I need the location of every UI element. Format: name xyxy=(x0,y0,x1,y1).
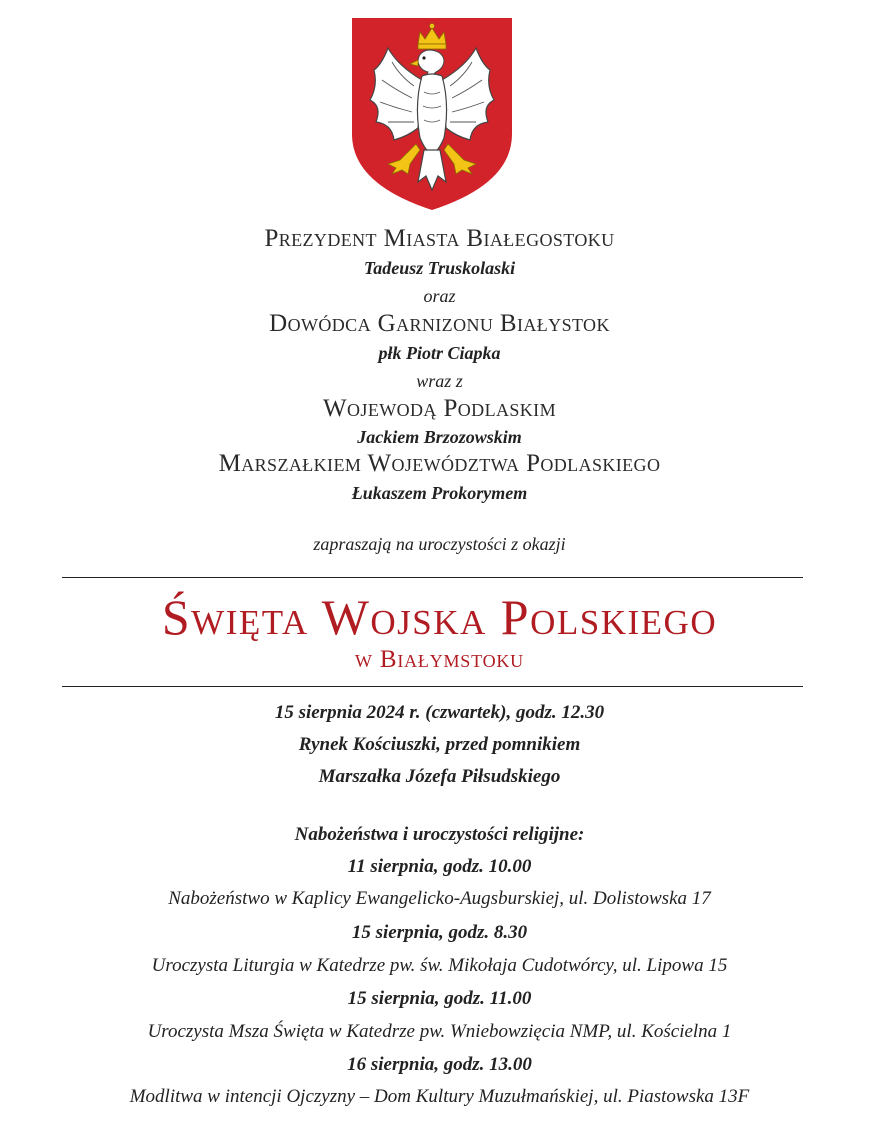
service-time: 15 sierpnia, godz. 11.00 xyxy=(347,988,532,1009)
event-title: Święta Wojska Polskiego xyxy=(161,589,718,645)
header-line-voivode: Wojewodą Podlaskim xyxy=(323,395,556,422)
header-line-conjunction-oraz: oraz xyxy=(423,286,456,306)
invitation-line: zapraszają na uroczystości z okazji xyxy=(313,534,566,554)
service-description: Uroczysta Liturgia w Katedrze pw. św. Mikołaja Cudotwórcy, ul. Lipowa 15 xyxy=(151,955,728,976)
header-line-conjunction-wraz: wraz z xyxy=(416,371,463,391)
service-time: 11 sierpnia, godz. 10.00 xyxy=(347,856,532,877)
event-date-line: 15 sierpnia 2024 r. (czwartek), godz. 12.30 xyxy=(274,702,605,723)
service-description: Nabożeństwo w Kaplicy Ewangelicko-Augsburskiej, ul. Dolistowska 17 xyxy=(168,888,711,909)
service-description: Modlitwa w intencji Ojczyzny – Dom Kultury Muzułmańskiej, ul. Piastowska 13F xyxy=(129,1086,750,1107)
header-line-president: Prezydent Miasta Białegostoku xyxy=(264,225,615,252)
title-top-divider xyxy=(62,577,803,578)
header-line-marshal-name: Łukaszem Prokorymem xyxy=(351,483,528,503)
event-place-line-2: Marszałka Józefa Piłsudskiego xyxy=(318,766,561,787)
coat-of-arms-emblem xyxy=(348,14,516,212)
header-line-commander: Dowódca Garnizonu Białystok xyxy=(269,310,610,337)
header-line-voivode-name: Jackiem Brzozowskim xyxy=(357,427,522,447)
header-line-marshal: Marszałkiem Województwa Podlaskiego xyxy=(218,450,661,477)
service-time: 15 sierpnia, godz. 8.30 xyxy=(351,922,528,943)
event-place-line-1: Rynek Kościuszki, przed pomnikiem xyxy=(298,734,581,755)
event-subtitle: w Białymstoku xyxy=(355,646,524,673)
title-bottom-divider xyxy=(62,686,803,687)
white-eagle-icon xyxy=(348,14,516,212)
service-time: 16 sierpnia, godz. 13.00 xyxy=(347,1054,532,1075)
header-line-president-name: Tadeusz Truskolaski xyxy=(363,258,516,278)
header-line-commander-name: płk Piotr Ciapka xyxy=(378,343,501,363)
services-heading: Nabożeństwa i uroczystości religijne: xyxy=(294,824,585,845)
service-description: Uroczysta Msza Święta w Katedrze pw. Wniebowzięcia NMP, ul. Kościelna 1 xyxy=(147,1021,732,1042)
